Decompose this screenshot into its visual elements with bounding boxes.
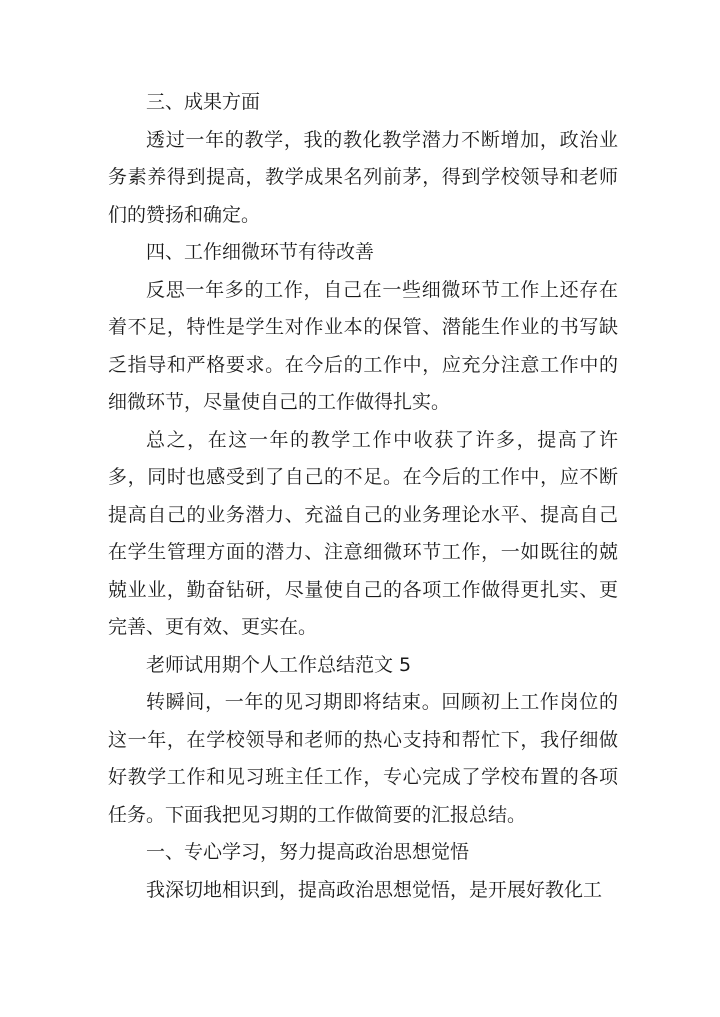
section-heading-results: 三、成果方面 — [146, 91, 261, 113]
paragraph-reflection: 反思一年多的工作，自己在一些细微环节工作上还存在着不足，特性是学生对作业本的保管、潜能生作业的书写缺乏指导和严格要求。在今后的工作中，应充分注意工作中的细微环节，尽量使自己的工作做得扎实。 — [108, 278, 618, 413]
section-heading-study: 一、专心学习，努力提高政治思想觉悟 — [146, 841, 470, 863]
article-title-sample-5: 老师试用期个人工作总结范文 5 — [146, 653, 412, 676]
paragraph-intro: 转瞬间，一年的见习期即将结束。回顾初上工作岗位的这一年，在学校领导和老师的热心支持和帮忙下，我仔细做好教学工作和见习班主任工作，专心完成了学校布置的各项任务。下面我把见习期的工作做简要的汇报总结。 — [108, 691, 618, 826]
document-body — [108, 84, 618, 909]
section-heading-improvement: 四、工作细微环节有待改善 — [146, 241, 375, 263]
paragraph-summary: 总之，在这一年的教学工作中收获了许多，提高了许多，同时也感受到了自己的不足。在今后的工作中，应不断提高自己的业务潜力、充溢自己的业务理论水平、提高自己在学生管理方面的潜力、注意细微环节工作，一如既往的兢兢业业，勤奋钻研，尽量使自己的各项工作做得更扎实、更完善、更有效、更实在。 — [108, 428, 618, 638]
paragraph-study: 我深切地相识到，提高政治思想觉悟，是开展好教化工 — [146, 878, 603, 901]
paragraph-results: 透过一年的教学，我的教化教学潜力不断增加，政治业务素养得到提高，教学成果名列前茅，得到学校领导和老师们的赞扬和确定。 — [108, 128, 618, 226]
